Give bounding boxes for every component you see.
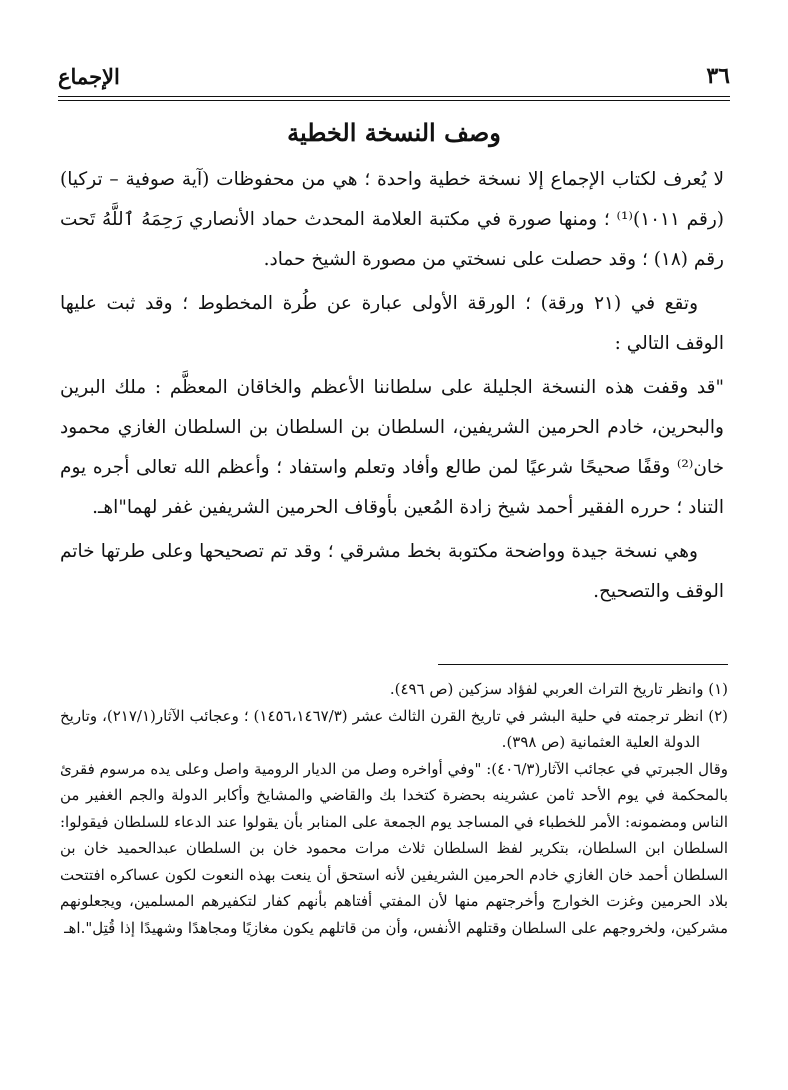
- footnote-2: (٢) انظر ترجمته في حلية البشر في تاريخ القرن الثالث عشر (١٤٥٦،١٤٦٧/٣) ؛ وعجائب الآثار(٢١٧/١)، وتاريخ الدولة العلية العثمانية (ص ٣٩٨).: [60, 706, 728, 751]
- paragraph-waqf-quote: "قد وقفت هذه النسخة الجليلة على سلطاننا الأعظم والخاقان المعظَّم : ملك البرين والبحرين، خادم الحرمين الشريفين، السلطان بن السلطان بن السلطان الغازي محمود خان⁽²⁾ وقفًا صحيحًا شرعيًا لمن طالع وأفاد وتعلم واستفاد ؛ وأعظم الله تعالى أجره يوم التناد ؛ حرره الفقير أحمد شيخ زادة المُعين بأوقاف الحرمين الشريفين غفر لهما"اهـ.: [60, 377, 724, 518]
- section-title: وصف النسخة الخطية: [287, 118, 501, 147]
- page-header: [58, 58, 730, 94]
- paragraph-intro: لا يُعرف لكتاب الإجماع إلا نسخة خطية واحدة ؛ هي من محفوظات (آية صوفية – تركيا) (رقم ١٠١١)⁽¹⁾ ؛ ومنها صورة في مكتبة العلامة المحدث حماد الأنصاري رَحِمَهُ ٱللَّهُ تَحت رقم (١٨) ؛ وقد حصلت على نسختي من مصورة الشيخ حماد.: [60, 169, 724, 270]
- footnote-2-continuation: وقال الجبرتي في عجائب الآثار(٤٠٦/٣): "وفي أواخره وصل من الديار الرومية واصل وعلى يده مرسوم فقرئ بالمحكمة في يوم الأحد ثامن عشرينه بحضرة كتخدا بك والقاضي والمشايخ وأكابر الدولة والجم الغفير من الناس ومضمونه: الأمر للخطباء في المساجد يوم الجمعة على المنابر بأن يقولوا عند الدعاء للسلطان فيقولوا: السلطان ابن السلطان، بتكرير لفظ السلطان ثلاث مرات محمود خان بن السلطان عبدالحميد خان بن السلطان أحمد خان الغازي خادم الحرمين الشريفين لأنه استحق أن ينعت بهذه النعوت لكون عساكره افتتحت بلاد الحرمين وغزت الخوارج وأخرجتهم منها لأن المفتي أفتاهم بأنهم كفار لتكفيرهم المسلمين، ويجعلونهم مشركين، ولخروجهم على السلطان وقتلهم الأنفس، وأن من قاتلهم يكون مغازيًا ومجاهدًا وشهيدًا إذا قُتِل".اهـ: [60, 759, 728, 937]
- footnote-separator: [438, 664, 728, 665]
- page-number: ٣٦: [706, 63, 730, 89]
- footnote-1: (١) وانظر تاريخ التراث العربي لفؤاد سزكين (ص ٤٩٦).: [389, 680, 728, 698]
- header-rule: [58, 96, 730, 101]
- paragraph-condition: وهي نسخة جيدة وواضحة مكتوبة بخط مشرقي ؛ وقد تم تصحيحها وعلى طرتها خاتم الوقف والتصحيح.: [60, 541, 724, 602]
- paragraph-description: وتقع في (٢١ ورقة) ؛ الورقة الأولى عبارة عن طُرة المخطوط ؛ وقد ثبت عليها الوقف التالي :: [60, 293, 724, 354]
- main-text: [60, 160, 724, 620]
- footnotes: [60, 676, 728, 941]
- running-title: الإجماع: [58, 63, 120, 89]
